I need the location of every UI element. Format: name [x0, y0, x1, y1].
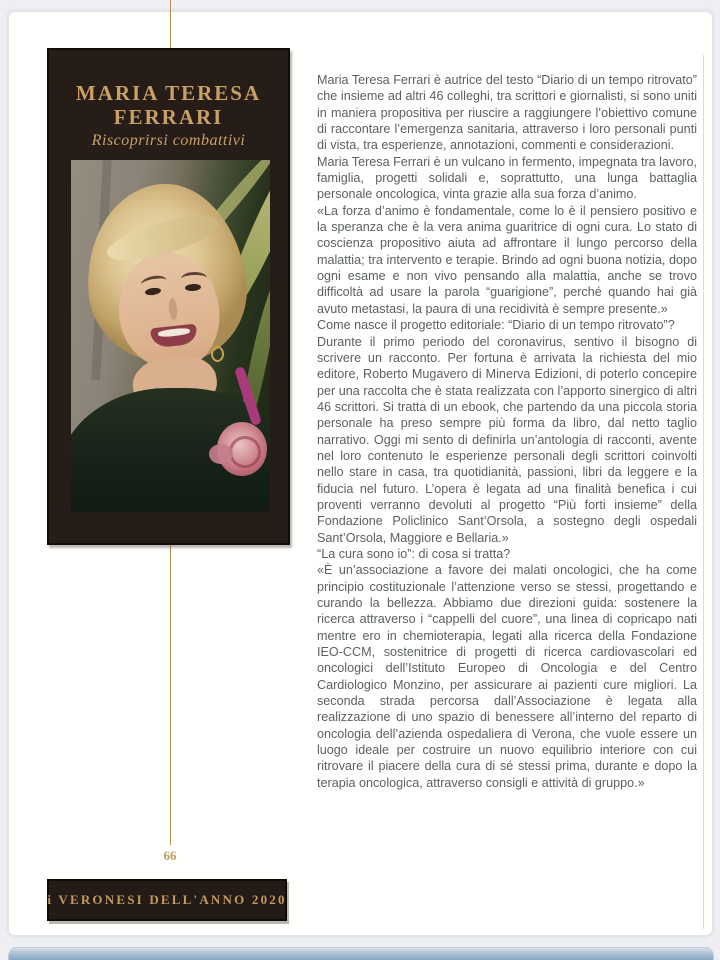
interview-question: Come nasce il progetto editoriale: “Diario di un tempo ritrovato”?	[317, 318, 675, 333]
profile-name-line2: FERRARI	[113, 105, 224, 129]
portrait-photo	[71, 160, 270, 512]
article-paragraph: «La forza d’animo è fondamentale, come lo è il pensiero positivo e la speranza che è la vera anima guaritrice di ogni cura. Lo stato di coscienza propositivo aiuta ad affrontare il lungo percorso della malattia; tra intervento e terapie. Brindo ad ogni buona notizia, dopo ogni esame e non vivo pensando alla malattia, anche se trovo difficoltà ad usare la parola “guarigione”, perché quando hai già avuto metastasi, la paura di una recidività è sempre presente.»	[317, 203, 697, 316]
mid-accent-rule	[170, 545, 171, 845]
profile-subtitle: Riscoprirsi combattivi	[91, 132, 246, 149]
interview-question: “La cura sono io”: di cosa si tratta?	[317, 546, 511, 561]
page-number: 66	[163, 848, 177, 863]
article-paragraph: «È un’associazione a favore dei malati oncologici, che ha come principio costituzionale l’attenzione verso se stessi, progettando e curando la bellezza. Abbiamo due direzioni guida: sostenere la ricerca attraverso i “cappelli del cuore”, una linea di copricapo nati mentre ero in chemioterapia, legati alla ricerca della Fondazione IEO-CCM, sostenitrice di progetti di ricerca cardiovascolari ed oncologici dell’Istituto Europeo di Oncologia e del Centro Cardiologico Monzino, per assicurare ai pazienti cure migliori. La seconda strada percorsa dall’Associazione è legata alla realizzazione di uno spazio di benessere all’interno del reparto di oncologia dell’azienda ospedaliera di Verona, che vuole essere un luogo ideale per costruire un nuovo equilibrio interiore con cui ritrovare il piacere della cura di sé stessi prima, durante e dopo la terapia oncologica, attraverso consigli e attività di gruppo.»	[317, 563, 697, 790]
footer-banner	[47, 879, 287, 921]
profile-name-line1: MARIA TERESA	[75, 81, 262, 105]
rose-flower-center	[229, 436, 261, 468]
next-page-preview	[8, 947, 714, 960]
article-text-column	[317, 72, 697, 791]
article-paragraph: Maria Teresa Ferrari è un vulcano in fermento, impegnata tra lavoro, famiglia, progetti solidali e, soprattutto, una lunga battaglia personale oncologica, vinta grazie alla sua forza d’animo.	[317, 154, 697, 202]
footer-banner-label: i VERONESI DELL'ANNO 2020	[47, 892, 287, 907]
top-accent-rule	[170, 0, 171, 49]
article-paragraph: Durante il primo periodo del coronavirus, sentivo il bisogno di scrivere un racconto. Per fortuna è arrivata la richiesta del mio editore, Roberto Mugavero di Minerva Edizioni, di poterlo concepire per una raccolta che è stata realizzata con l’apporto sinergico di altri 46 scrittori. Si tratta di un ebook, che partendo da una piccola storia personale ha preso sempre più forma da libro, dal netto taglio narrativo. Oggi mi sento di definirla un’antologia di racconti, avente nel loro contenuto le esperienze personali degli scrittori coinvolti nello stare in casa, tra quotidianità, passioni, libri da leggere e la fiducia nel futuro. L’opera è legata ad una finalità benefica i cui proventi verranno devoluti al progetto “Più forti insieme” della Fondazione Policlinico Sant’Orsola, a sostegno degli ospedali Sant’Orsola, Maggiore e Bellaria.»	[317, 334, 697, 545]
earring-shape	[211, 346, 224, 362]
right-accent-rule	[703, 55, 704, 929]
article-paragraph: Maria Teresa Ferrari è autrice del testo “Diario di un tempo ritrovato” che insieme ad altri 46 colleghi, tra scrittori e giornalisti, si sono uniti in maniera propositiva per riuscire a raggiungere l’obiettivo comune di raccontare l’emergenza sanitaria, attraverso i loro personali punti di vista, tra esperienze, annotazioni, commenti e considerazioni.	[317, 73, 697, 153]
profile-card	[47, 48, 290, 545]
rose-petal-shape	[209, 444, 233, 464]
